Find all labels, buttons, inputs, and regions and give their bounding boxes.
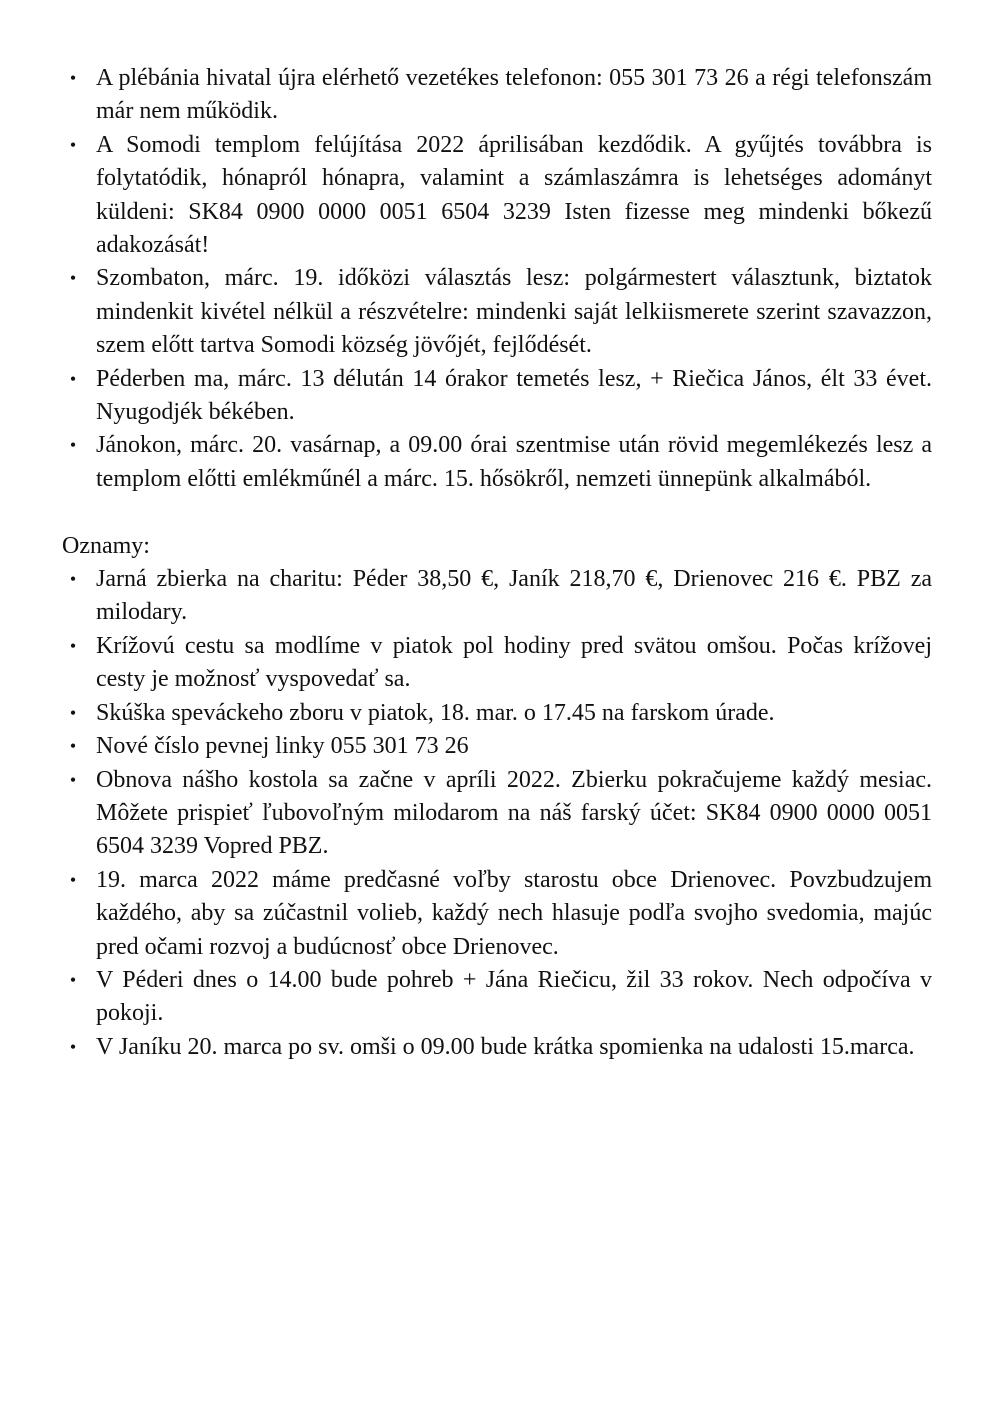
list-item (62, 864, 932, 964)
bullet-icon: • (69, 969, 77, 990)
bullet-icon: • (69, 702, 77, 723)
list-item (62, 129, 932, 263)
list-item (62, 964, 932, 1031)
list-item-text: V Janíku 20. marca po sv. omši o 09.00 bude krátka spomienka na udalosti 15.marca. (96, 1033, 915, 1060)
bullet-icon: • (69, 869, 77, 890)
bullet-icon: • (69, 435, 77, 456)
list-item-text: V Péderi dnes o 14.00 bude pohreb + Jána Riečicu, žil 33 rokov. Nech odpočíva v pokoji. (96, 966, 932, 1027)
bullet-icon: • (69, 134, 77, 155)
list-item (62, 764, 932, 864)
list-item (62, 363, 932, 430)
list-item-text: 19. marca 2022 máme predčasné voľby starostu obce Drienovec. Povzbudzujem každého, aby sa zúčastnil volieb, každý nech hlasuje podľa svojho svedomia, majúc pred očami rozvoj a budúcnosť obce Drienovec. (96, 866, 932, 960)
bullet-icon: • (69, 1036, 77, 1057)
list-item (62, 730, 932, 763)
bullet-icon: • (69, 769, 77, 790)
hungarian-announcements-list (62, 62, 932, 496)
slovak-announcements-list (62, 563, 932, 1064)
bullet-icon: • (69, 368, 77, 389)
list-item-text: Jarná zbierka na charitu: Péder 38,50 €, Janík 218,70 €, Drienovec 216 €. PBZ za milodary. (96, 566, 932, 626)
list-item (62, 697, 932, 730)
list-item (62, 630, 932, 697)
list-item-text: Péderben ma, márc. 13 délután 14 órakor temetés lesz, + Riečica János, élt 33 évet. Nyugodjék békében. (96, 365, 932, 426)
list-item-text: A Somodi templom felújítása 2022 áprilisában kezdődik. A gyűjtés továbbra is folytatódik, hónapról hónapra, valamint a számlaszámra is lehetséges adományt küldeni: SK84 0900 0000 0051 6504 3239 Isten fizesse meg mindenki bőkezű adakozását! (96, 131, 932, 259)
document-page (62, 62, 932, 1064)
bullet-icon: • (69, 635, 77, 656)
list-item-text: Krížovú cestu sa modlíme v piatok pol hodiny pred svätou omšou. Počas krížovej cesty je možnosť vyspovedať sa. (96, 632, 932, 693)
list-item-text: A plébánia hivatal újra elérhető vezetékes telefonon: 055 301 73 26 a régi telefonszám már nem működik. (96, 65, 932, 125)
list-item-text: Obnova nášho kostola sa začne v apríli 2022. Zbierku pokračujeme každý mesiac. Môžete prispieť ľubovoľným milodarom na náš farský účet: SK84 0900 0000 0051 6504 3239 Vopred PBZ. (96, 766, 932, 860)
list-item-text: Szombaton, márc. 19. időközi választás lesz: polgármestert választunk, biztatok mindenkit kivétel nélkül a részvételre: mindenki saját lelkiismerete szerint szavazzon, szem előtt tartva Somodi község jövőjét, fejlődését. (96, 265, 932, 359)
list-item-text: Nové číslo pevnej linky 055 301 73 26 (96, 733, 469, 760)
bullet-icon: • (69, 68, 77, 88)
list-item-text: Skúška speváckeho zboru v piatok, 18. mar. o 17.45 na farskom úrade. (96, 699, 775, 726)
list-item (62, 262, 932, 362)
bullet-icon: • (69, 569, 77, 590)
list-item (62, 1031, 932, 1064)
list-item-text: Jánokon, márc. 20. vasárnap, a 09.00 órai szentmise után rövid megemlékezés lesz a templom előtti emlékműnél a márc. 15. hősökről, nemzeti ünnepünk alkalmából. (96, 432, 932, 492)
list-item (62, 62, 932, 129)
bullet-icon: • (69, 268, 77, 289)
section-heading-oznamy: Oznamy: (62, 532, 150, 559)
list-item (62, 429, 932, 496)
list-item (62, 563, 932, 630)
bullet-icon: • (69, 736, 77, 757)
